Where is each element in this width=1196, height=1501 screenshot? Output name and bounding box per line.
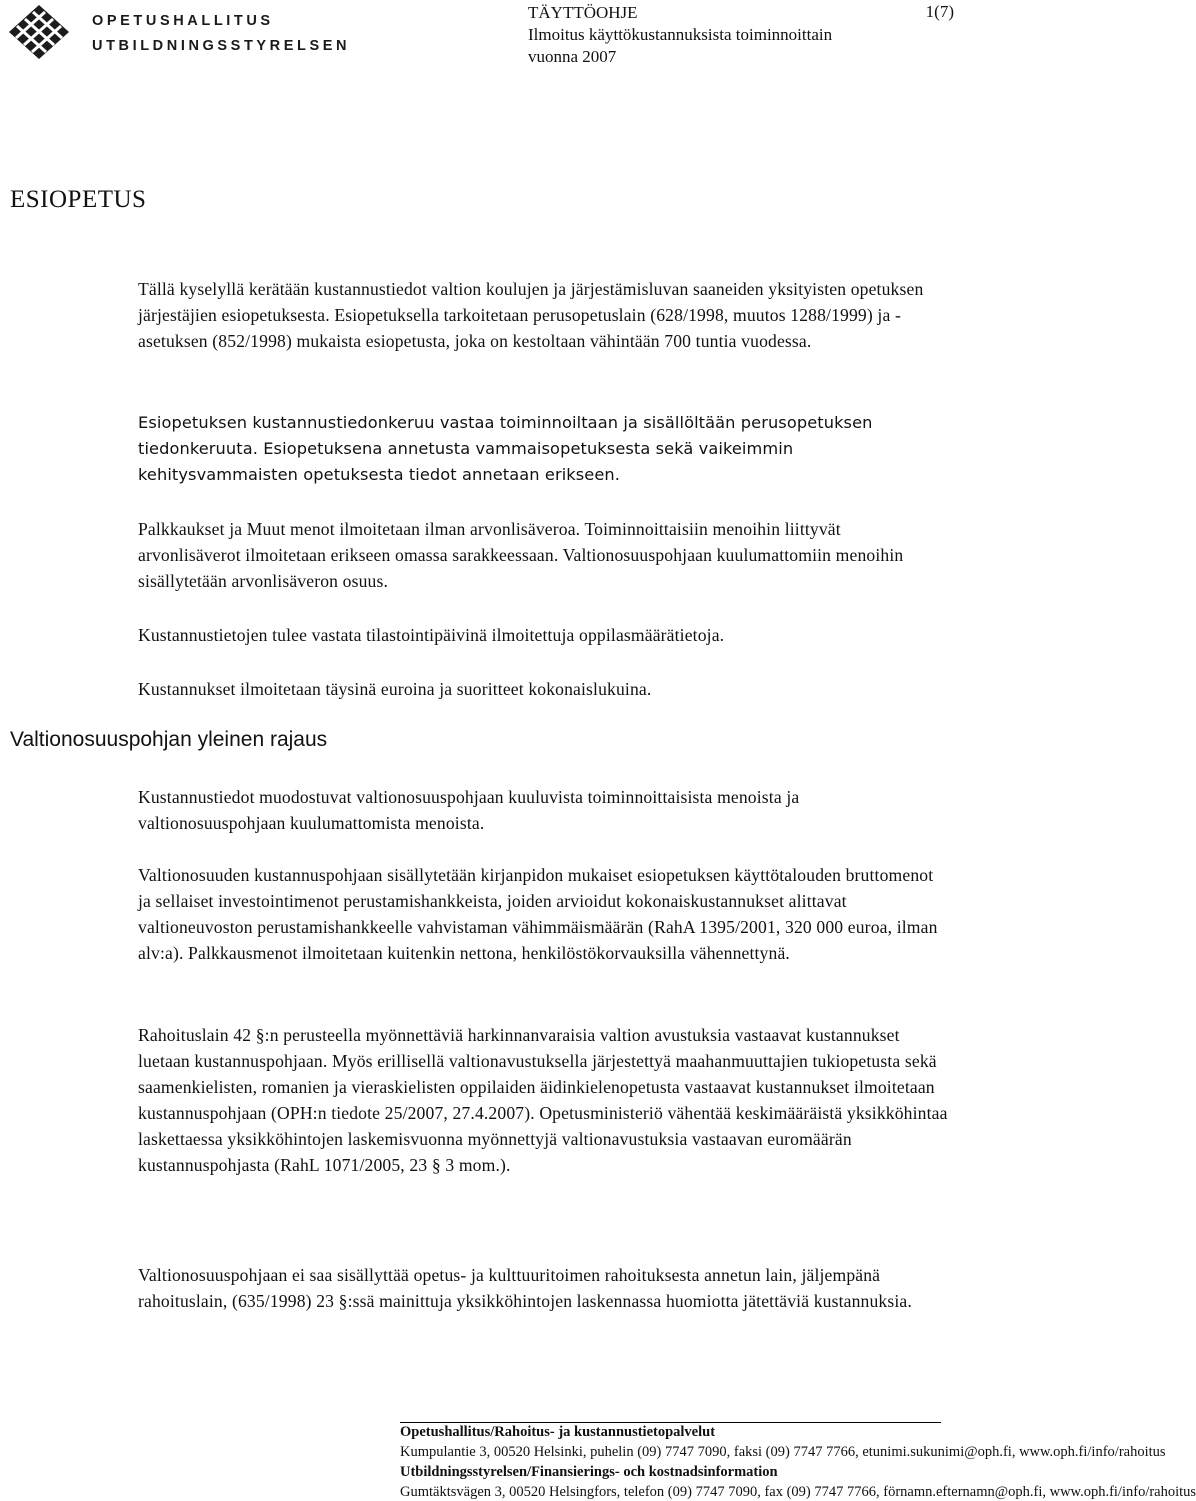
document-header <box>528 2 832 68</box>
paragraph-exclusions: Valtionosuuspohjaan ei saa sisällyttää opetus- ja kulttuuritoimen rahoituksesta annetun lain, jäljempänä rahoituslain, (635/1998) 23 §:ssä mainittuja yksikköhintojen laskennassa huomiotta jätettäviä kustannuksia. <box>138 1265 912 1311</box>
paragraph-intro: Tällä kyselyllä kerätään kustannustiedot valtion koulujen ja järjestämisluvan saaneiden yksityisten opetuksen järjestäjien esiopetuksesta. Esiopetuksella tarkoitetaan perusopetuslain (628/1998, muutos 1288/1999) ja -asetuksen (852/1998) mukaista esiopetusta, joka on kestoltaan vähintään 700 tuntia vuodessa. <box>138 279 924 351</box>
footer-address-finnish: Kumpulantie 3, 00520 Helsinki, puhelin (09) 7747 7090, faksi (09) 7747 7766, etunimi.sukunimi@oph.fi, www.oph.fi/info/rahoitus <box>400 1444 1166 1460</box>
paragraph-cost-base: Valtionosuuden kustannuspohjaan sisällytetään kirjanpidon mukaiset esiopetuksen käyttötalouden bruttomenot ja sellaiset investointimenot perustamishankkeista, joiden arvioidut kokonaiskustannukset alittavat valtioneuvoston perustamishankkeelle vahvistaman vähimmäismäärän (RahA 1395/2001, 320 000 euroa, ilman alv:a). Palkkausmenot ilmoitetaan kuitenkin nettona, henkilöstökorvauksilla vähennettynä. <box>138 865 938 963</box>
paragraph-subsidies: Rahoituslain 42 §:n perusteella myönnettäviä harkinnanvaraisia valtion avustuksia vastaavat kustannukset luetaan kustannuspohjaan. Myös erillisellä valtionavustuksella järjestettyä maahanmuuttajien tukiopetusta sekä saamenkielisten, romanien ja vieraskielisten oppilaiden äidinkielenopetusta vastaavat kustannukset ilmoitetaan kustannuspohjaan (OPH:n tiedote 25/2007, 27.4.2007). Opetusministeriö vähentää keskimääräistä yksikköhintaa laskettaessa yksikköhintojen laskemisvuonna myönnettyjä valtionavustuksia vastaavan euromäärän kustannuspohjasta (RahL 1071/2005, 23 § 3 mom.). <box>138 1025 948 1175</box>
diamond-logo-icon <box>8 4 70 60</box>
section-heading: Valtionosuuspohjan yleinen rajaus <box>10 728 328 751</box>
organization-logo <box>8 4 351 64</box>
footer-org-finnish: Opetushallitus/Rahoitus- ja kustannustietopalvelut <box>400 1424 716 1440</box>
paragraph-cost-data: Kustannustiedot muodostuvat valtionosuuspohjaan kuuluvista toiminnoittaisista menoista ja valtionosuuspohjaan kuulumattomista menoista. <box>138 787 800 833</box>
logo-text-swedish: UTBILDNINGSSTYRELSEN <box>92 38 351 54</box>
footer-divider <box>400 1422 941 1423</box>
paragraph-vat: Palkkaukset ja Muut menot ilmoitetaan ilman arvonlisäveroa. Toiminnoittaisiin menoihin liittyvät arvonlisäverot ilmoitetaan erikseen omassa sarakkeessaan. Valtionosuuspohjaan kuulumattomiin menoihin sisällytetään arvonlisäveron osuus. <box>138 519 904 591</box>
footer-org-swedish: Utbildningsstyrelsen/Finansierings- och kostnadsinformation <box>400 1464 778 1480</box>
paragraph-euros: Kustannukset ilmoitetaan täysinä euroina ja suoritteet kokonaislukuina. <box>138 679 652 699</box>
document-year: vuonna 2007 <box>528 47 617 66</box>
document-subtitle: Ilmoitus käyttökustannuksista toiminnoittain <box>528 25 833 44</box>
paragraph-statistics-day: Kustannustietojen tulee vastata tilastointipäivinä ilmoitettuja oppilasmäärätietoja. <box>138 625 725 645</box>
page-title: ESIOPETUS <box>10 186 147 213</box>
document-type: TÄYTTÖOHJE <box>528 3 638 22</box>
paragraph-data-collection: Esiopetuksen kustannustiedonkeruu vastaa toiminnoiltaan ja sisällöltään perusopetuksen tiedonkeruuta. Esiopetuksena annetusta vammaisopetuksesta sekä vaikeimmin kehitysvammaisten opetuksesta tiedot annetaan erikseen. <box>138 413 873 484</box>
logo-text-finnish: OPETUSHALLITUS <box>92 13 274 29</box>
footer-address-swedish: Gumtäktsvägen 3, 00520 Helsingfors, telefon (09) 7747 7090, fax (09) 7747 7766, förnamn.efternamn@oph.fi, www.oph.fi/info/rahoitus <box>400 1484 1196 1500</box>
page-number: 1(7) <box>925 2 954 21</box>
